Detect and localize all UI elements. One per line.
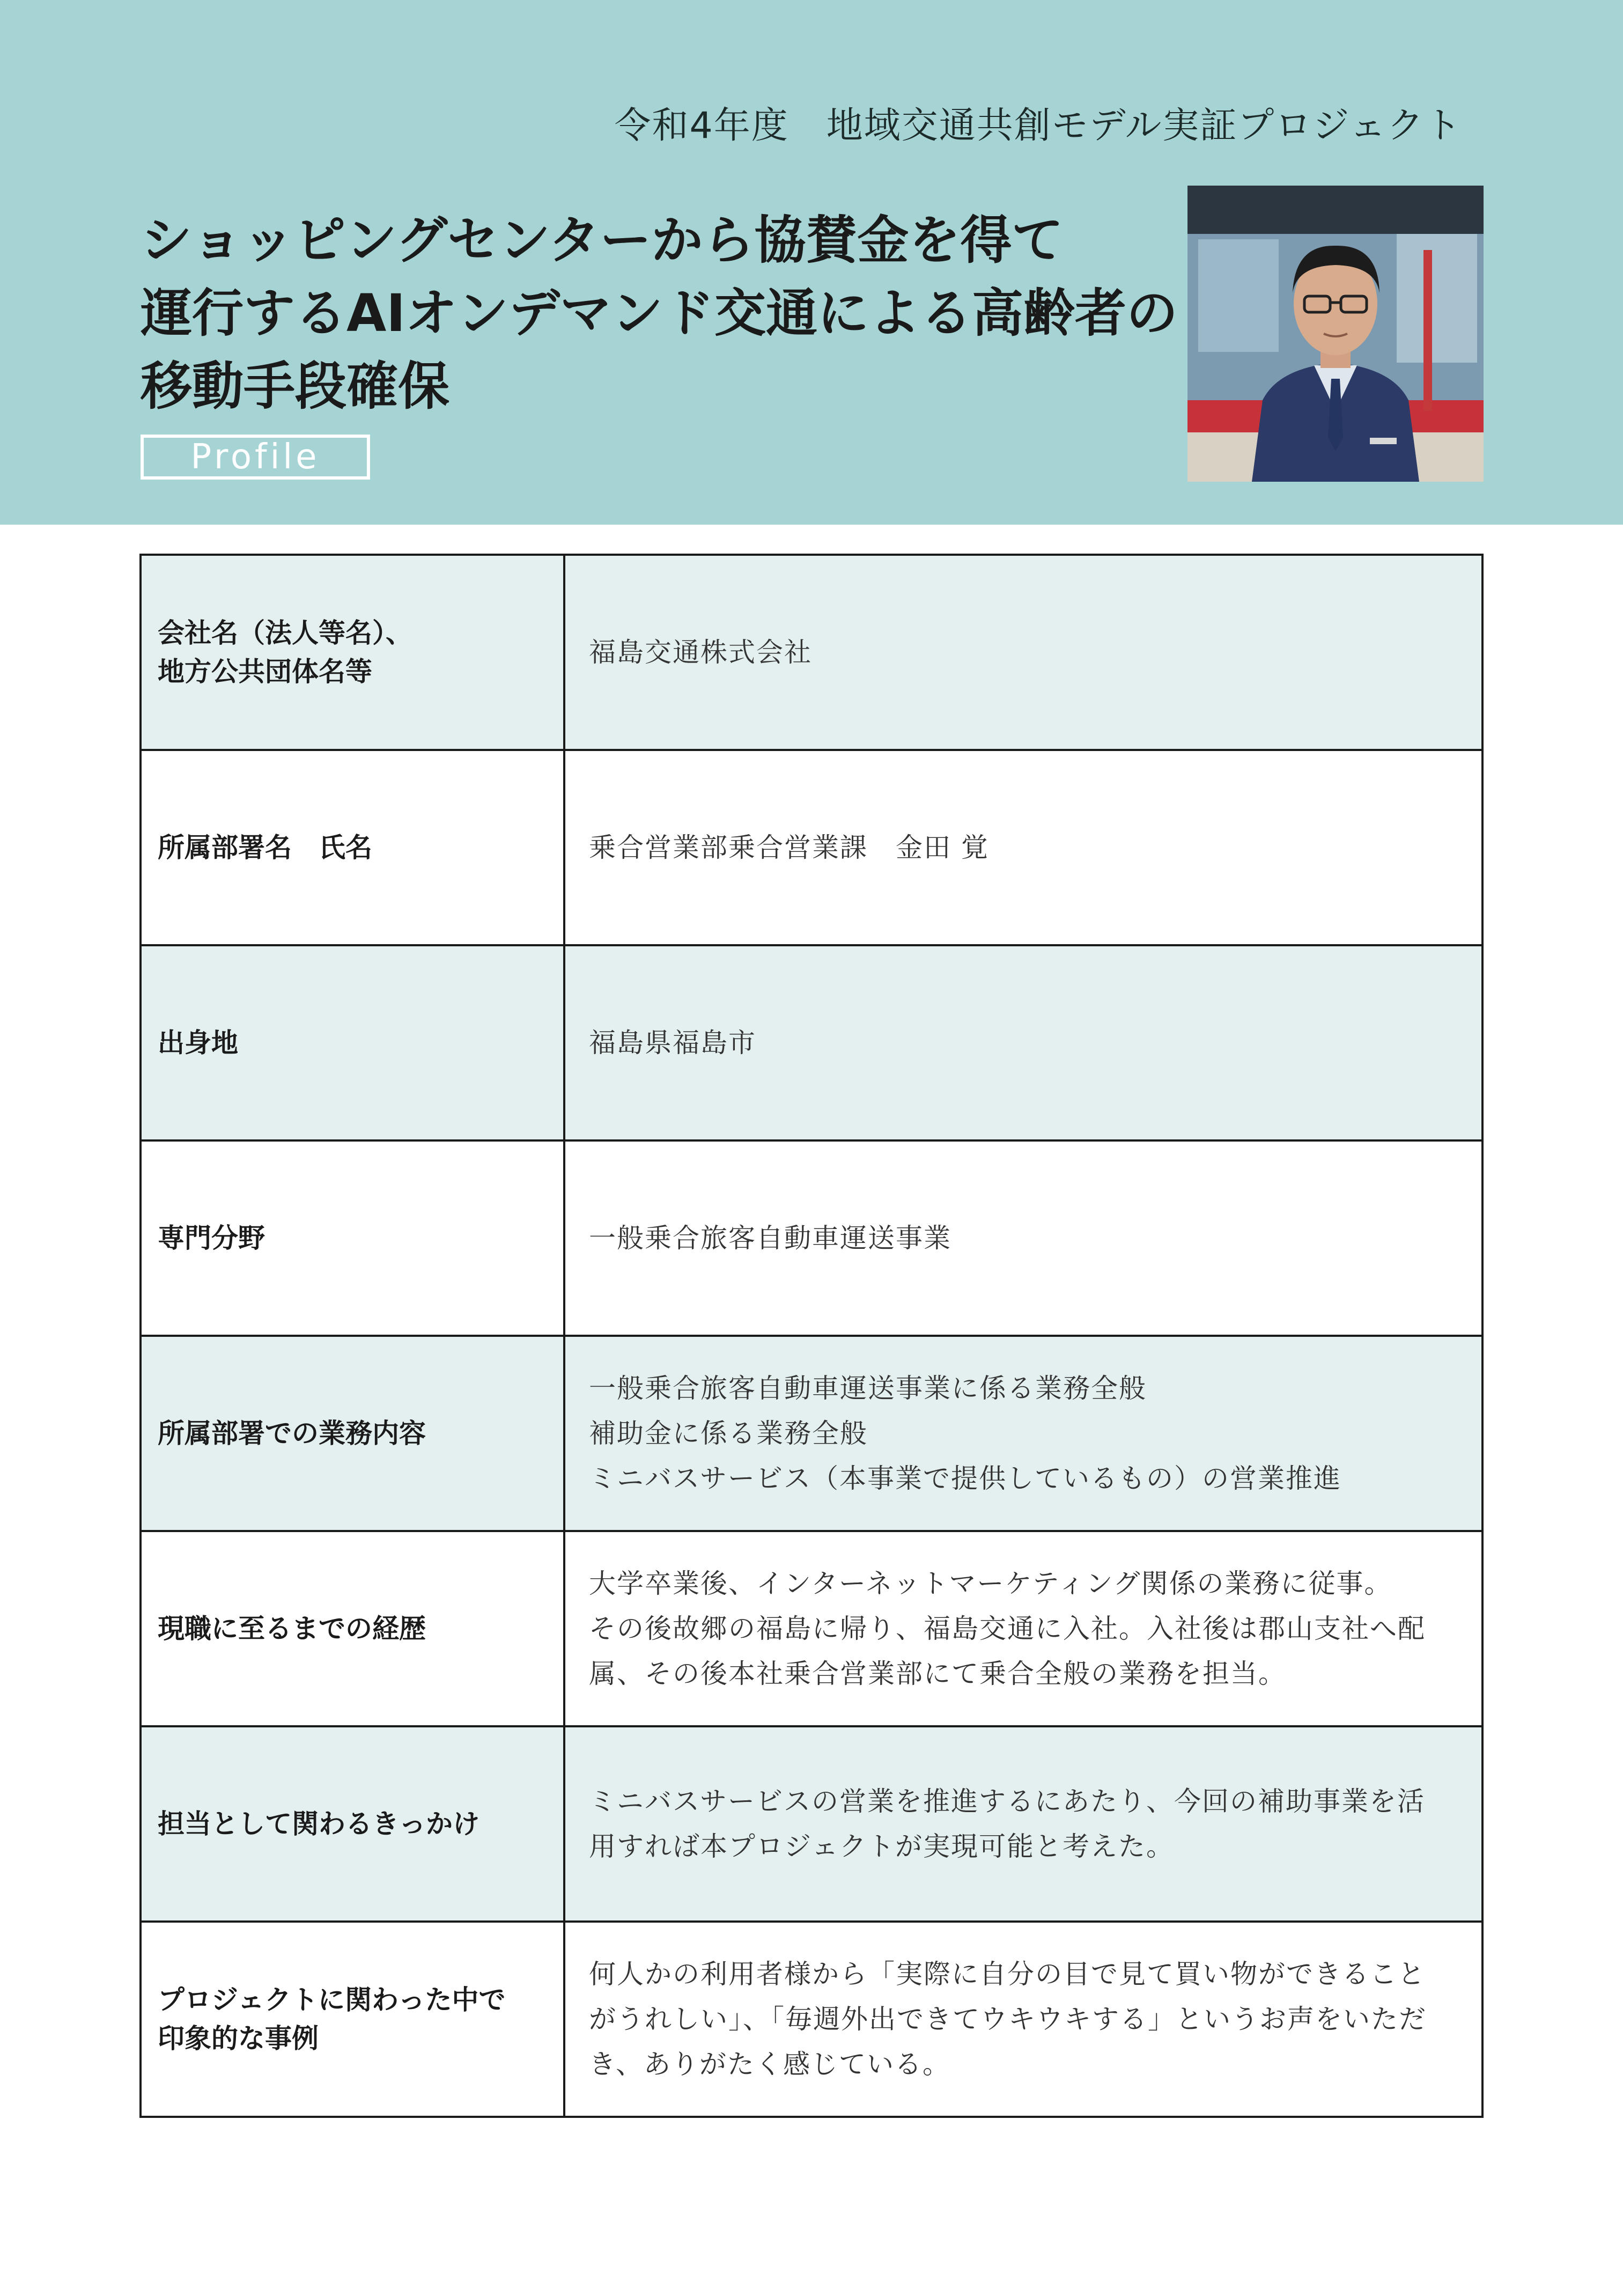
row-value [564,1531,1482,1726]
table-row [141,1140,1482,1336]
value-line: 乗合営業部乗合営業課 金田 覚 [589,832,989,863]
row-label [141,555,564,750]
value-line: 福島交通株式会社 [589,637,812,668]
profile-badge: Profile [141,435,370,480]
value-line: ミニバスサービス（本事業で提供しているもの）の営業推進 [589,1463,1341,1494]
table-row [141,1531,1482,1726]
row-label [141,1922,564,2117]
value-line: 大学卒業後、インターネットマーケティング関係の業務に従事。 [589,1568,1392,1599]
title-line: ショッピングセンターから協賛金を得て [141,210,1064,270]
row-label [141,1726,564,1922]
row-value [564,1336,1482,1531]
label-line: 専門分野 [158,1223,265,1254]
label-line: 会社名（法人等名）、 [158,617,412,649]
profile-photo-illustration [1187,186,1484,482]
row-value [564,1726,1482,1922]
value-line: 補助金に係る業務全般 [589,1418,868,1449]
value-line: 一般乗合旅客自動車運送事業 [589,1223,951,1254]
label-line: 現職に至るまでの経歴 [158,1613,426,1644]
row-value [564,555,1482,750]
value-line: 何人かの利用者様から「実際に自分の目で見て買い物ができること [589,1959,1426,1990]
row-label [141,1140,564,1336]
value-line: 福島県福島市 [589,1027,756,1058]
title-line: 移動手段確保 [141,356,449,416]
value-line: その後故郷の福島に帰り、福島交通に入社。入社後は郡山支社へ配 [589,1613,1426,1644]
value-line: がうれしい」、「毎週外出できてウキウキする」というお声をいただ [589,2004,1427,2035]
row-label [141,750,564,945]
value-line: き、ありがたく感じている。 [589,2049,950,2080]
table-row [141,945,1482,1140]
label-line: 出身地 [158,1027,238,1058]
title-line: 運行するAIオンデマンド交通による高齢者の [141,283,1178,343]
profile-photo [1187,186,1484,482]
row-value [564,1140,1482,1336]
row-label [141,945,564,1140]
row-value [564,945,1482,1140]
table-row [141,750,1482,945]
page-title [141,204,1178,423]
value-line: 一般乗合旅客自動車運送事業に係る業務全般 [589,1373,1147,1404]
row-value [564,1922,1482,2117]
label-line: 印象的な事例 [158,2023,319,2054]
project-label: 令和4年度 地域交通共創モデル実証プロジェクト [614,105,1462,147]
label-line: プロジェクトに関わった中で [158,1984,506,2015]
label-line: 所属部署名 氏名 [158,832,372,863]
value-line: 属、その後本社乗合営業部にて乗合全般の業務を担当。 [589,1658,1286,1689]
value-line: 用すれば本プロジェクトが実現可能と考えた。 [589,1831,1174,1862]
label-line: 担当として関わるきっかけ [158,1808,479,1839]
header-banner [0,0,1623,525]
row-value [564,750,1482,945]
profile-table [139,554,1484,2118]
row-label [141,1531,564,1726]
label-line: 地方公共団体名等 [158,656,372,687]
value-line: ミニバスサービスの営業を推進するにあたり、今回の補助事業を活 [589,1786,1425,1817]
table-row [141,555,1482,750]
table-row [141,1922,1482,2117]
table-row [141,1336,1482,1531]
table-row [141,1726,1482,1922]
row-label [141,1336,564,1531]
label-line: 所属部署での業務内容 [158,1418,426,1449]
